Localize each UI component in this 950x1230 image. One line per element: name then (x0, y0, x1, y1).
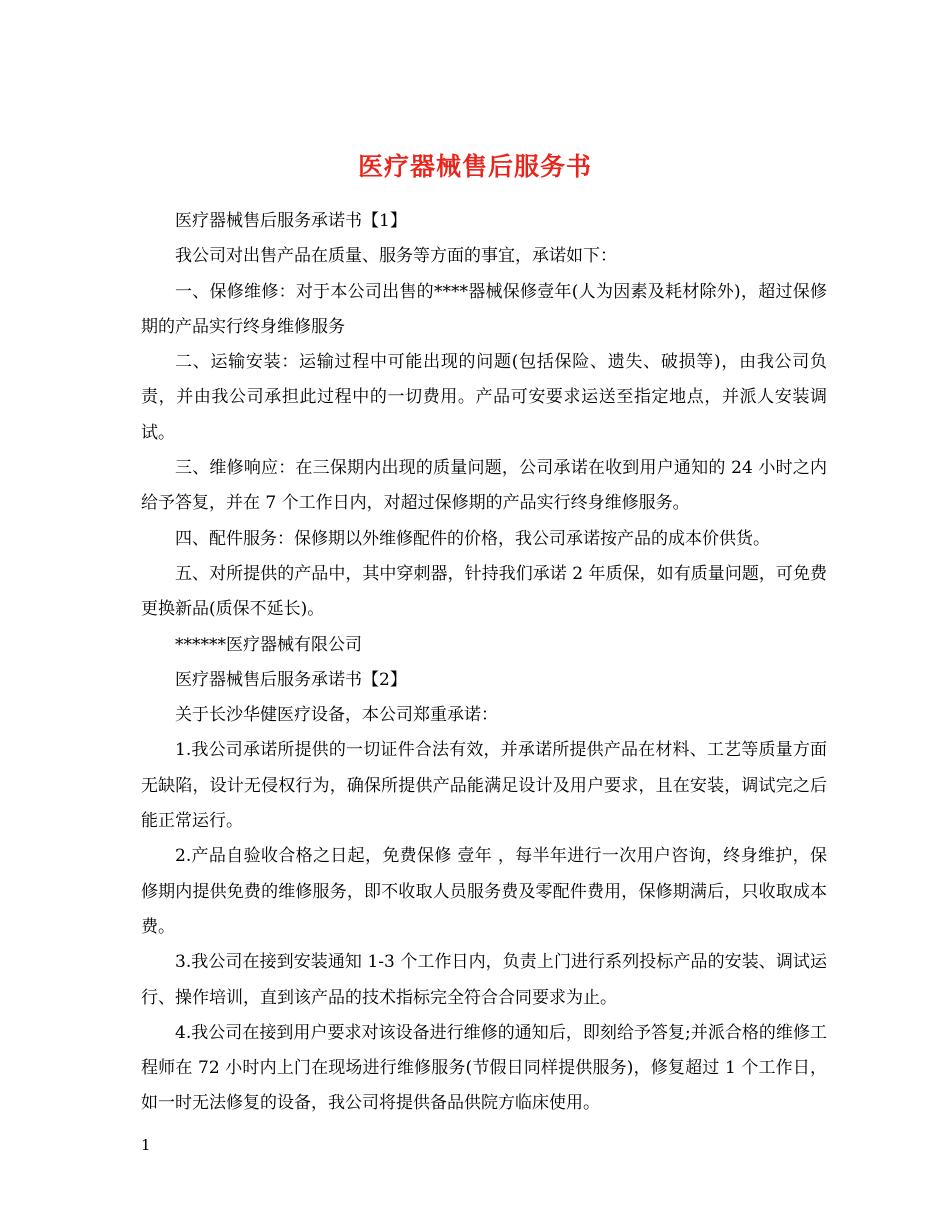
paragraph: 4.我公司在接到用户要求对该设备进行维修的通知后，即刻给予答复;并派合格的维修工程师在 72 小时内上门在现场进行维修服务(节假日同样提供服务)，修复超过 1 个工作日，如一时无法修复的设备，我公司将提供备品供院方临床使用。 (141, 1022, 827, 1114)
page-number: 1 (141, 1136, 151, 1154)
paragraph: 1.我公司承诺所提供的一切证件合法有效，并承诺所提供产品在材料、工艺等质量方面无缺陷，设计无侵权行为，确保所提供产品能满足设计及用户要求，且在安装，调试完之后能正常运行。 (141, 740, 827, 832)
paragraph: 医疗器械售后服务承诺书【1】 (175, 211, 407, 231)
paragraph: 我公司对出售产品在质量、服务等方面的事宜，承诺如下： (175, 246, 617, 267)
paragraph: 三、维修响应：在三保期内出现的质量问题，公司承诺在收到用户通知的 24 小时之内给予答复，并在 7 个工作日内，对超过保修期的产品实行终身维修服务。 (141, 458, 827, 514)
paragraph: 关于长沙华健医疗设备，本公司郑重承诺： (175, 705, 498, 726)
paragraph: 二、运输安装：运输过程中可能出现的问题(包括保险、遗失、破损等)，由我公司负责，并由我公司承担此过程中的一切费用。产品可安要求运送至指定地点，并派人安装调试。 (141, 352, 827, 443)
paragraph: 3.我公司在接到安装通知 1-3 个工作日内，负责上门进行系列投标产品的安装、调试运行、操作培训，直到该产品的技术指标完全符合合同要求为止。 (141, 952, 827, 1008)
document-title: 医疗器械售后服务书 (357, 151, 592, 181)
paragraph: 五、对所提供的产品中，其中穿刺器，针持我们承诺 2 年质保，如有质量问题，可免费更换新品(质保不延长)。 (141, 563, 827, 620)
document-body (141, 204, 827, 1122)
paragraph: 2.产品自验收合格之日起，免费保修 壹年 ，每半年进行一次用户咨询，终身维护，保修期内提供免费的维修服务，即不收取人员服务费及零配件费用，保修期满后，只收取成本费。 (141, 846, 827, 937)
paragraph: 四、配件服务：保修期以外维修配件的价格，我公司承诺按产品的成本价供货。 (175, 528, 770, 549)
paragraph: ******医疗器械有限公司 (175, 634, 362, 655)
paragraph: 一、保修维修：对于本公司出售的****器械保修壹年(人为因素及耗材除外)，超过保修期的产品实行终身维修服务 (141, 281, 827, 337)
paragraph: 医疗器械售后服务承诺书【2】 (175, 669, 407, 690)
